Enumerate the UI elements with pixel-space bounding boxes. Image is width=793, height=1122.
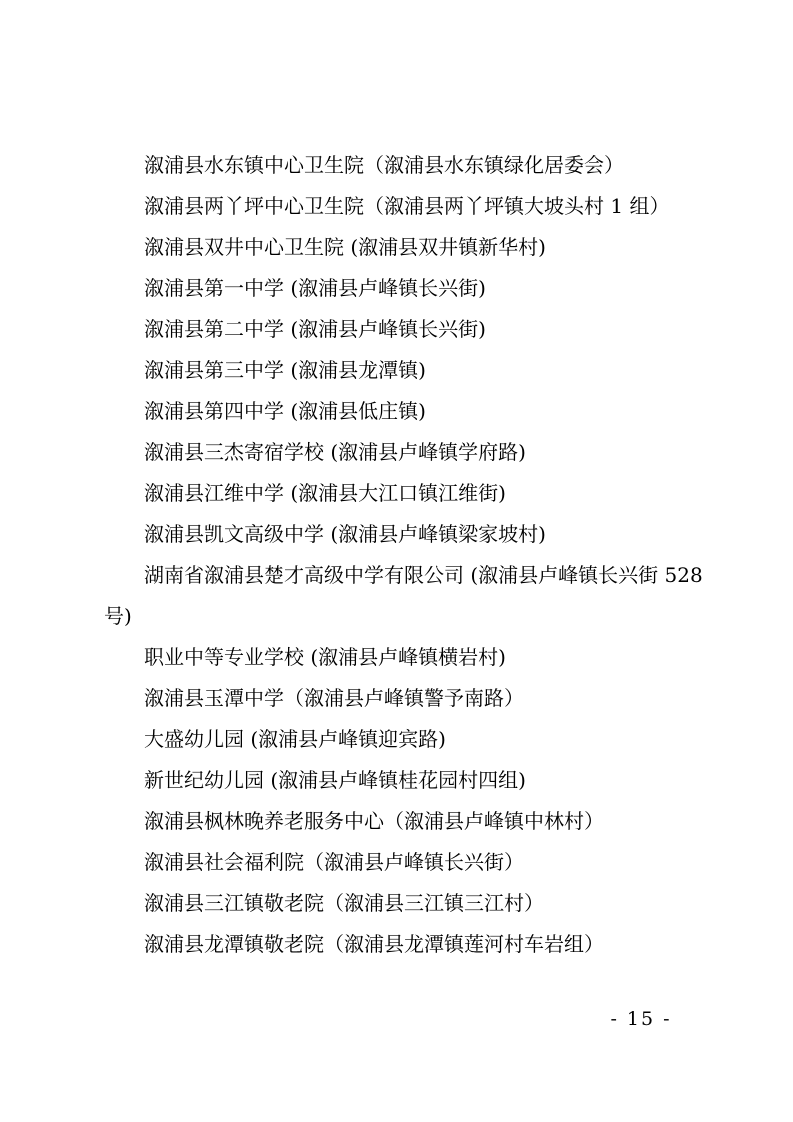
list-item: 湖南省溆浦县楚才高级中学有限公司 (溆浦县卢峰镇长兴街 528 号)	[104, 563, 703, 628]
list-item: 溆浦县社会福利院（溆浦县卢峰镇长兴街）	[144, 850, 524, 874]
list-item: 溆浦县水东镇中心卫生院（溆浦县水东镇绿化居委会）	[144, 153, 624, 177]
list-item: 溆浦县江维中学 (溆浦县大江口镇江维街)	[144, 481, 506, 505]
page-number: - 15 -	[610, 1008, 672, 1030]
list-item: 溆浦县三江镇敬老院（溆浦县三江镇三江村）	[144, 891, 544, 915]
list-item: 新世纪幼儿园 (溆浦县卢峰镇桂花园村四组)	[144, 768, 526, 792]
list-item: 溆浦县三杰寄宿学校 (溆浦县卢峰镇学府路)	[144, 440, 526, 464]
address-list	[104, 145, 704, 965]
list-item: 溆浦县龙潭镇敬老院（溆浦县龙潭镇莲河村车岩组）	[144, 932, 604, 956]
list-item: 职业中等专业学校 (溆浦县卢峰镇横岩村)	[144, 645, 506, 669]
list-item: 溆浦县第二中学 (溆浦县卢峰镇长兴街)	[144, 317, 486, 341]
list-item: 大盛幼儿园 (溆浦县卢峰镇迎宾路)	[144, 727, 446, 751]
list-item: 溆浦县凯文高级中学 (溆浦县卢峰镇梁家坡村)	[144, 522, 546, 546]
list-item: 溆浦县第四中学 (溆浦县低庄镇)	[144, 399, 426, 423]
list-item: 溆浦县两丫坪中心卫生院（溆浦县两丫坪镇大坡头村 1 组）	[144, 194, 670, 218]
list-item: 溆浦县第三中学 (溆浦县龙潭镇)	[144, 358, 426, 382]
list-item: 溆浦县枫林晚养老服务中心（溆浦县卢峰镇中林村）	[144, 809, 604, 833]
list-item: 溆浦县第一中学 (溆浦县卢峰镇长兴街)	[144, 276, 486, 300]
list-item: 溆浦县玉潭中学（溆浦县卢峰镇警予南路）	[144, 686, 524, 710]
list-item: 溆浦县双井中心卫生院 (溆浦县双井镇新华村)	[144, 235, 546, 259]
